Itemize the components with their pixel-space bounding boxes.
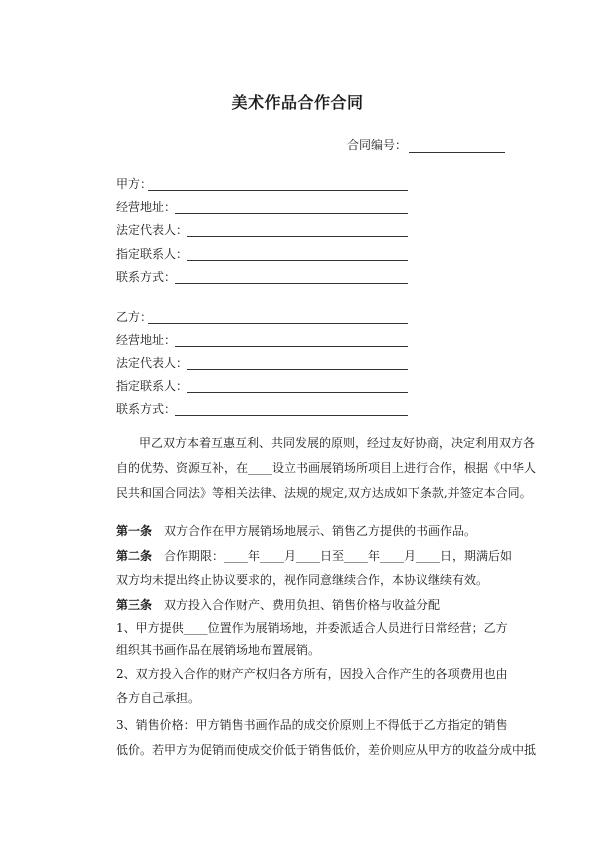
party-a-legal-rep-blank[interactable] xyxy=(187,235,408,237)
item-1-line: 组织其书画作品在展销场地布置展销。 xyxy=(116,643,321,657)
party-a-label: 甲方： xyxy=(116,177,153,191)
party-a-address-label: 经营地址： xyxy=(116,200,177,214)
party-b-contact-blank[interactable] xyxy=(175,414,408,416)
party-a-heading xyxy=(116,175,152,192)
party-b-label: 乙方： xyxy=(116,310,153,324)
party-b-address xyxy=(116,331,176,348)
item-1-line: 1、甲方提供____位置作为展销场地，并委派适合人员进行日常经营；乙方 xyxy=(116,621,508,635)
party-b-blank[interactable] xyxy=(148,322,408,324)
party-a-blank[interactable] xyxy=(148,189,408,191)
party-a-address xyxy=(116,198,176,215)
party-a-legal-rep xyxy=(116,221,188,238)
party-b-contact-person-blank[interactable] xyxy=(187,391,408,393)
preamble-line: 自的优势、资源互补，在____设立书画展销场所项目上进行合作，根据《中华人 xyxy=(116,461,537,475)
article-3-text: 双方投入合作财产、费用负担、销售价格与收益分配 xyxy=(152,598,441,612)
article-2-label: 第二条 xyxy=(116,549,153,563)
party-a-legal-rep-label: 法定代表人： xyxy=(116,223,189,237)
party-a-contact xyxy=(116,268,176,285)
article-1-text: 双方合作在甲方展销场地展示、销售乙方提供的书画作品。 xyxy=(152,524,477,538)
party-a-contact-blank[interactable] xyxy=(175,282,408,284)
item-3-line: 低价。若甲方为促销而使成交价低于销售低价，差价则应从甲方的收益分成中抵 xyxy=(116,743,537,757)
party-b-address-label: 经营地址： xyxy=(116,333,177,347)
preamble-line: 甲乙双方本着互惠互利、共同发展的原则，经过友好协商，决定利用双方各 xyxy=(139,436,536,450)
party-b-contact xyxy=(116,400,176,417)
party-b-contact-label: 联系方式： xyxy=(116,402,177,416)
article-1-label: 第一条 xyxy=(116,524,153,538)
party-a-contact-person xyxy=(116,245,188,262)
party-b-legal-rep-blank[interactable] xyxy=(187,368,408,370)
item-2-line: 各方自己承担。 xyxy=(116,691,201,705)
party-a-contact-person-blank[interactable] xyxy=(187,259,408,261)
item-3-line: 3、销售价格：甲方销售书画作品的成交价原则上不得低于乙方指定的销售 xyxy=(116,718,508,732)
document-title: 美术作品合作合同 xyxy=(231,93,364,112)
article-2-text: 合作期限：____年____月____日至____年____月____日，期满后如 xyxy=(152,549,513,563)
party-a-contact-person-label: 指定联系人： xyxy=(116,247,189,261)
article-1 xyxy=(116,522,476,539)
contract-number xyxy=(347,136,505,153)
party-b-heading xyxy=(116,308,152,325)
party-a-contact-label: 联系方式： xyxy=(116,270,177,284)
party-b-legal-rep xyxy=(116,354,188,371)
article-3-label: 第三条 xyxy=(116,598,153,612)
article-3 xyxy=(116,596,440,613)
party-b-contact-person-label: 指定联系人： xyxy=(116,379,189,393)
preamble-line: 民共和国合同法》等相关法律、法规的规定,双方达成如下条款,并签定本合同。 xyxy=(116,486,532,500)
item-2-line: 2、双方投入合作的财产产权归各方所有，因投入合作产生的各项费用也由 xyxy=(116,667,508,681)
contract-number-label: 合同编号： xyxy=(347,138,408,152)
article-2 xyxy=(116,547,512,564)
party-a-address-blank[interactable] xyxy=(175,212,408,214)
article-2-continued: 双方均未提出终止协议要求的，视作同意继续合作，本协议继续有效。 xyxy=(116,573,489,587)
party-b-address-blank[interactable] xyxy=(175,345,408,347)
party-b-legal-rep-label: 法定代表人： xyxy=(116,356,189,370)
party-b-contact-person xyxy=(116,377,188,394)
contract-number-blank[interactable] xyxy=(409,140,505,153)
